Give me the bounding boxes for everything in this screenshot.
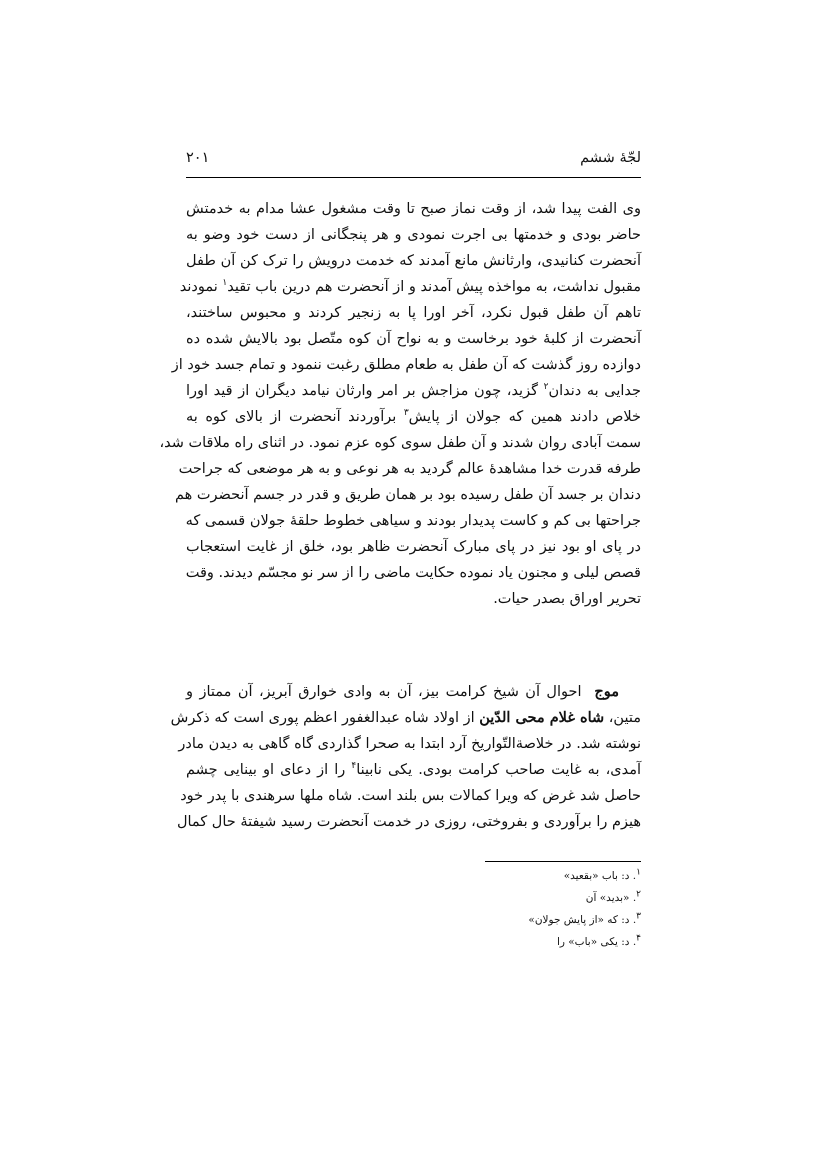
header-rule (186, 177, 641, 178)
text-line: جراحتها بی کم و کاست پدیدار بودند و سیاهی خطوط حلقهٔ جولان قسمی که (185, 513, 641, 529)
footnote-text: . د: یکی «باب» را (556, 936, 637, 948)
footnote-text: . «بدید» آن (585, 892, 637, 904)
text-line (170, 705, 641, 731)
text-line: حاضر بودی و خدمتها بی اجرت نمودی و هر پنجگانی از دست خود وضو به (186, 227, 641, 243)
text-line (186, 679, 641, 705)
text-segment: گزید، چون مزاجش بر امر وارثان نیامد دیگران از قید اورا (186, 383, 538, 399)
text-line: آنحضرت کنانیدی، وارثانش مانع آمدند که خدمت درویش را ترک کن آن طفل (186, 253, 641, 269)
footnotes (400, 865, 641, 953)
text-line: نوشته شد. در خلاصةالتّواریخ آرد ابتدا به صحرا گذاردی گاه گاهی به دیدن مادر (178, 736, 641, 752)
chapter-title: لجّهٔ ششم (580, 150, 641, 166)
text-segment: از اولاد شاه عبدالغفور اعظم پوری است که ذکرش (170, 710, 475, 726)
text-line: وی الفت پیدا شد، از وقت نماز صبح تا وقت مشغول عشا مدام به خدمتش (186, 201, 641, 217)
text-line (179, 274, 641, 300)
paragraph-2 (170, 679, 642, 835)
text-line: قصص لیلی و مجنون یاد نموده حکایت ماضی را از سر نو مجسّم دیدند. وقت (185, 565, 641, 581)
text-segment: احوال آن شیخ کرامت بیز، آن به وادی خوارق آبریز، آن ممتاز و (186, 684, 582, 700)
text-segment: را از دعای او بینایی چشم (186, 762, 346, 778)
footnote-text: . د: باب «بقعید» (563, 870, 637, 882)
footnote-mark: ۴ (351, 761, 357, 772)
footnote (400, 865, 641, 887)
text-line: در پای او بود نیز در پای مبارک آنحضرت ظاهر بود، خلق از غایت استعجاب (186, 539, 641, 555)
running-header (186, 150, 641, 176)
text-line: سمت آبادی روان شدند و آن طفل سوی کوه عزم نمود. در اثنای راه ملاقات شد، (159, 435, 641, 451)
text-segment: آمدی، به غایت صاحب کرامت بودی. یکی نابینا (356, 762, 642, 778)
footnote-mark: ۱ (636, 867, 641, 878)
text-line: آنحضرت از کلبهٔ خود برخاست و به نواح آن کوه متّصل بود بالایش شده ده (186, 331, 641, 347)
text-line (186, 404, 641, 430)
text-line: دوازده روز گذشت که آن طفل به طعام مطلق رغبت ننمود و تمام جسد خود از (171, 357, 641, 373)
text-segment: مقبول نداشت، به مواخذه پیش آمدند و از آنحضرت هم درین باب تقید (227, 279, 641, 295)
text-line: هیزم را برآوردی و بفروختی، روزی در خدمت آنحضرت رسید شیفتهٔ حال کمال (176, 814, 641, 830)
text-line (186, 757, 641, 783)
text-segment: برآوردند آنحضرت از بالای کوه به (186, 409, 397, 425)
footnote-mark: ۲ (636, 889, 641, 900)
text-line: تحریر اوراق بصدر حیات. (493, 591, 641, 607)
footnote-mark: ۳ (636, 911, 641, 922)
text-segment: نمودند (179, 279, 218, 295)
text-line (186, 378, 641, 404)
paragraph-1 (159, 196, 641, 612)
footnote-text: . د: که «از پایش جولان» (528, 914, 637, 926)
person-name: شاه غلام محی الدّین (479, 709, 605, 726)
text-segment: خلاص دادند همین که جولان از پایش (408, 409, 641, 425)
footnote-mark: ۳ (403, 408, 409, 419)
footnote (400, 887, 641, 909)
text-segment: جدایی به دندان (548, 383, 641, 399)
text-line: تاهم آن طفل قبول نکرد، آخر اورا پا به زنجیر کردند و محبوس ساختند، (186, 305, 641, 321)
footnote-mark: ۱ (222, 278, 228, 289)
text-segment: متین، (608, 710, 641, 726)
footnote (400, 909, 641, 931)
footnote-mark: ۲ (543, 382, 549, 393)
footnote (400, 931, 641, 953)
footnote-mark: ۴ (636, 933, 641, 944)
text-line: دندان بر جسد آن طفل رسیده بود بر همان طریق و قدر در جسم آنحضرت هم (174, 487, 641, 503)
text-line: طرفه قدرت خدا مشاهدهٔ عالم گردید به هر نوعی و به هر موضعی که جراحت (178, 461, 641, 477)
footnote-rule (485, 861, 641, 862)
page-number: ۲۰۱ (186, 150, 210, 166)
text-line: حاصل شد غرض که ویرا کمالات بس بلند است. شاه ملها سرهندی با پدر خود (180, 788, 641, 804)
section-heading-word: موج (594, 683, 619, 700)
